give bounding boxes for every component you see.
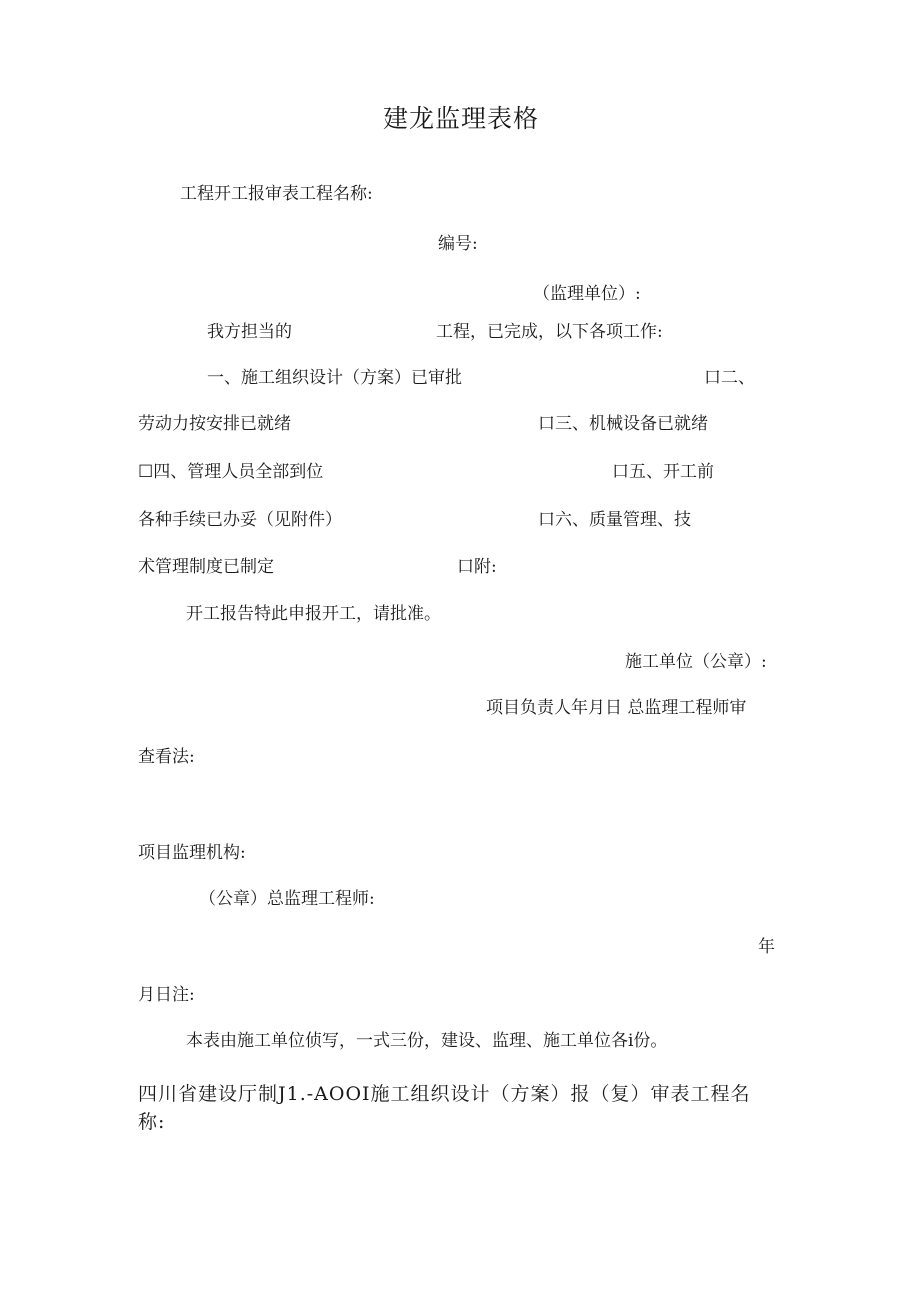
month-day-note: 月日注: [138,985,195,1005]
document-title: 建龙监理表格 [383,104,540,133]
intro-right: 工程，已完成，以下各项工作: [436,322,663,342]
checklist-item-6-cont: 术管理制度已制定 [138,557,274,577]
checklist-item-4: ☐四、管理人员全部到位 [138,462,324,482]
checklist-checkbox-2: 口二、 [704,368,755,388]
review-opinion-label: 查看法: [138,747,195,767]
supervision-org-label: 项目监理机构: [138,843,246,863]
form1-heading: 工程开工报审表工程名称: [180,184,373,204]
checklist-item-3: 口三、机械设备已就绪 [538,414,708,434]
intro-left: 我方担当的 [207,322,292,342]
checklist-item-6: 口六、质量管理、技 [538,510,691,530]
signature-line: 项目负责人年月日 总监理工程师审 [486,698,747,718]
request-statement: 开工报告特此申报开工，请批准。 [186,604,441,624]
checklist-item-2: 劳动力按安排已就绪 [138,414,291,434]
number-label: 编号: [438,234,478,254]
form2-heading-line2: 称: [138,1111,166,1133]
note-text: 本表由施工单位侦写，一式三份，建设、监理、施工单位各i份。 [186,1031,668,1051]
checklist-item-5: 各种手续已办妥（见附件） [138,510,342,530]
checklist-checkbox-5: 口五、开工前 [612,462,714,482]
contractor-seal-label: 施工单位（公章）: [625,652,767,672]
addressee-label: （监理单位）: [533,284,641,304]
year-label: 年 [758,937,775,957]
checklist-item-1: 一、施工组织设计（方案）已审批 [207,368,462,388]
chief-engineer-label: （公章）总监理工程师: [199,889,375,909]
form2-heading-line1: 四川省建设厅制J1.-AOOI施工组织设计（方案）报（复）审表工程名 [138,1083,751,1105]
attachment-checkbox: 口附: [457,557,497,577]
